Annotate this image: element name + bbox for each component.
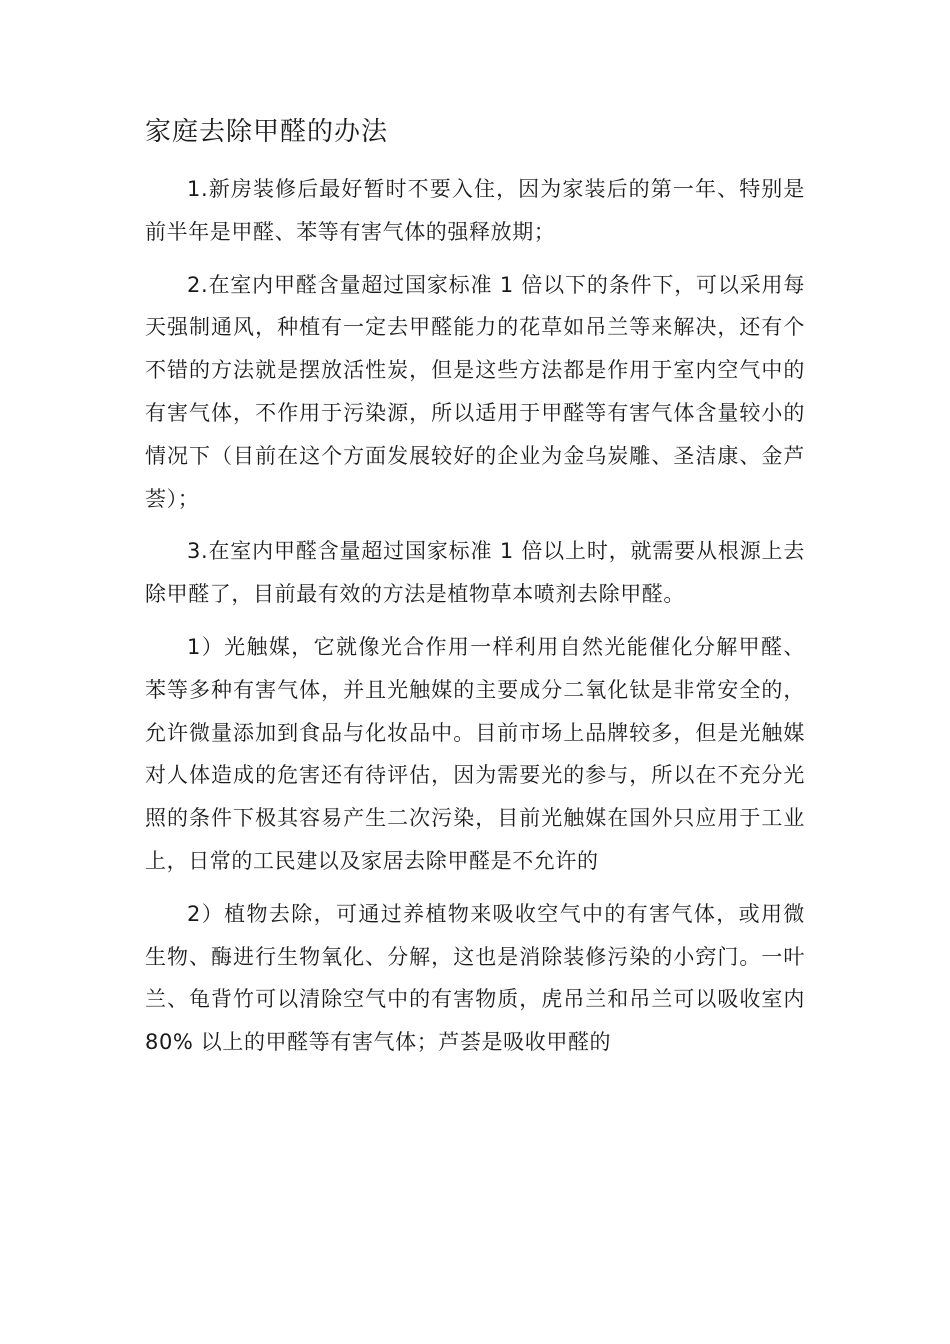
document-body xyxy=(145,168,805,1074)
paragraph-plant-removal: 2）植物去除，可通过养植物来吸收空气中的有害气体，或用微生物、酶进行生物氧化、分解，这也是消除装修污染的小窍门。一叶兰、龟背竹可以清除空气中的有害物质，虎吊兰和吊兰可以吸收室内 80% 以上的甲醛等有害气体；芦荟是吸收甲醛的 xyxy=(145,901,805,1055)
paragraph-above-standard: 3.在室内甲醛含量超过国家标准 1 倍以上时，就需要从根源上去除甲醛了，目前最有效的方法是植物草本喷剂去除甲醛。 xyxy=(145,539,805,607)
paragraph-new-house: 1.新房装修后最好暂时不要入住，因为家装后的第一年、特别是前半年是甲醛、苯等有害气体的强释放期； xyxy=(145,177,805,244)
document-title: 家庭去除甲醛的办法 xyxy=(145,117,389,147)
paragraph-below-standard: 2.在室内甲醛含量超过国家标准 1 倍以下的条件下，可以采用每天强制通风，种植有一定去甲醛能力的花草如吊兰等来解决，还有个不错的方法就是摆放活性炭，但是这些方法都是作用于室内空气中的有害气体，不作用于污染源，所以适用于甲醛等有害气体含量较小的情况下（目前在这个方面发展较好的企业为金乌炭雕、圣洁康、金芦荟）； xyxy=(145,272,805,511)
paragraph-photocatalyst: 1）光触媒，它就像光合作用一样利用自然光能催化分解甲醛、苯等多种有害气体，并且光触媒的主要成分二氧化钛是非常安全的，允许微量添加到食品与化妆品中。目前市场上品牌较多，但是光触媒对人体造成的危害还有待评估，因为需要光的参与，所以在不充分光照的条件下极其容易产生二次污染，目前光触媒在国外只应用于工业上，日常的工民建以及家居去除甲醛是不允许的 xyxy=(145,634,805,873)
